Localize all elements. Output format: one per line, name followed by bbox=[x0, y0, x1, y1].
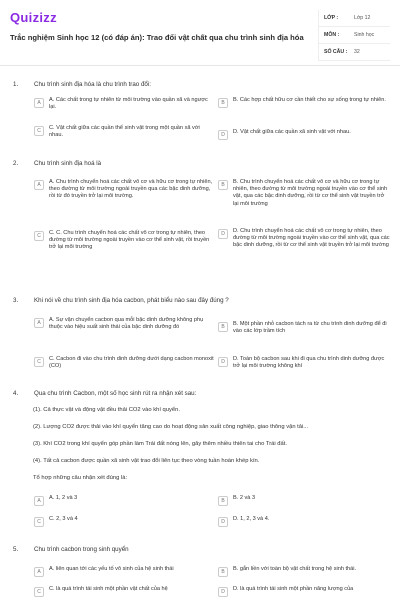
statement: (3). Khí CO2 trong khí quyển góp phần làm Trái đất nóng lên, gây thêm nhiều thiên tai cho Trái đất. bbox=[33, 441, 287, 447]
question-number: 5. bbox=[13, 546, 19, 553]
question-number: 4. bbox=[13, 390, 19, 397]
meta-value: Lớp 12 bbox=[354, 15, 371, 21]
option-text: A. Sự vận chuyển cacbon qua mỗi bậc dinh dưỡng không phụ thuộc vào hiệu suất sinh thái của bậc dinh dưỡng đó bbox=[49, 317, 204, 331]
option-letter: A bbox=[34, 180, 44, 190]
option-letter: B bbox=[218, 98, 228, 108]
option-letter: D bbox=[218, 517, 228, 527]
statement: (4). Tất cả cacbon được quần xã sinh vật trao đổi liên tục theo vòng tuần hoàn khép kín. bbox=[33, 458, 260, 464]
option-text: B. 2 và 3 bbox=[233, 495, 256, 501]
option-text: D. 1, 2, 3 và 4. bbox=[233, 516, 270, 522]
option-b[interactable] bbox=[218, 321, 390, 335]
option-text: B. gắn liền với toàn bộ vật chất trong hệ sinh thái. bbox=[233, 566, 357, 572]
option-letter: B bbox=[218, 567, 228, 577]
option-b[interactable] bbox=[218, 97, 390, 108]
option-text: C. 2, 3 và 4 bbox=[49, 516, 78, 522]
option-b[interactable] bbox=[218, 566, 390, 577]
option-letter: B bbox=[218, 180, 228, 190]
option-text: C. Cacbon đi vào chu trình dinh dưỡng dưới dạng cacbon monoxit (CO) bbox=[49, 356, 214, 370]
document-title: Trắc nghiệm Sinh học 12 (có đáp án): Trao đổi vật chất qua chu trình sinh địa hóa bbox=[10, 33, 304, 42]
option-b[interactable] bbox=[218, 495, 390, 506]
option-letter: D bbox=[218, 130, 228, 140]
option-text: D. là quá trình tái sinh một phần năng lượng của bbox=[233, 586, 354, 592]
option-d[interactable] bbox=[218, 356, 390, 370]
question-text: Qua chu trình Cacbon, một số học sinh rút ra nhận xét sau: bbox=[34, 390, 197, 397]
quizizz-logo: Quizizz bbox=[10, 10, 57, 25]
option-text: D. Vật chất giữa các quần xã sinh vật với nhau. bbox=[233, 129, 351, 135]
option-text: A. Các chất trong tự nhiên từ môi trường vào quần xã và ngược lại. bbox=[49, 97, 208, 111]
option-a[interactable] bbox=[34, 179, 214, 201]
option-letter: D bbox=[218, 587, 228, 597]
meta-key: LỚP : bbox=[324, 15, 339, 21]
meta-row-count bbox=[319, 44, 390, 61]
meta-row-class bbox=[319, 10, 390, 27]
option-letter: A bbox=[34, 98, 44, 108]
option-text: B. Các hợp chất hữu cơ cần thiết cho sự sống trong tự nhiên. bbox=[233, 97, 386, 103]
option-a[interactable] bbox=[34, 566, 214, 577]
option-letter: C bbox=[34, 231, 44, 241]
option-letter: A bbox=[34, 318, 44, 328]
meta-value: 32 bbox=[354, 49, 360, 55]
option-letter: C bbox=[34, 357, 44, 367]
option-c[interactable] bbox=[34, 516, 214, 527]
option-a[interactable] bbox=[34, 97, 214, 111]
question-text: Chu trình sinh địa hóa là chu trình trao đổi: bbox=[34, 81, 151, 88]
option-text: B. Chu trình chuyển hoá các chất vô cơ và hữu cơ trong tự nhiên, theo đường từ môi trường ngoài truyền vào cơ thể sinh vật, qua các bậc dinh dưỡng, rồi từ cơ thể sinh vật truyền trở lại môi trường bbox=[233, 179, 388, 207]
meta-key: MÔN : bbox=[324, 32, 340, 38]
question-number: 2. bbox=[13, 160, 19, 167]
option-text: A. Chu trình chuyển hoá các chất vô cơ và hữu cơ trong tự nhiên, theo đường từ môi trường ngoài truyền qua các bậc dinh dưỡng, rồi từ đó truyền trở lại môi trường. bbox=[49, 179, 213, 200]
option-c[interactable] bbox=[34, 356, 214, 370]
option-d[interactable] bbox=[218, 228, 390, 250]
option-letter: A bbox=[34, 567, 44, 577]
option-a[interactable] bbox=[34, 495, 214, 506]
option-letter: D bbox=[218, 229, 228, 239]
meta-table bbox=[318, 10, 390, 61]
meta-value: Sinh học bbox=[354, 32, 375, 38]
option-text: B. Một phần nhỏ cacbon tách ra từ chu trình dinh dưỡng để đi vào các lớp trầm tích bbox=[233, 321, 387, 335]
option-letter: D bbox=[218, 357, 228, 367]
option-text: D. Chu trình chuyển hoá các chất vô cơ trong tự nhiên, theo đường từ môi trường ngoài truyền vào cơ thể sinh vật, qua các bậc dinh dưỡng, rồi từ cơ thể sinh vật truyền trở lại môi trường bbox=[233, 228, 390, 249]
option-c[interactable] bbox=[34, 125, 214, 139]
option-text: A. 1, 2 và 3 bbox=[49, 495, 78, 501]
option-letter: B bbox=[218, 322, 228, 332]
option-letter: A bbox=[34, 496, 44, 506]
option-letter: C bbox=[34, 126, 44, 136]
question-number: 1. bbox=[13, 81, 19, 88]
option-d[interactable] bbox=[218, 586, 390, 597]
option-letter: C bbox=[34, 587, 44, 597]
option-text: C. Vật chất giữa các quần thể sinh vật trong một quần xã với nhau. bbox=[49, 125, 200, 139]
option-text: D. Toàn bộ cacbon sau khi đi qua chu trình dinh dưỡng được trở lại môi trường không khí bbox=[233, 356, 385, 370]
option-text: C. là quá trình tái sinh một phần vật chất của hệ bbox=[49, 586, 168, 592]
header bbox=[0, 0, 400, 66]
question-number: 3. bbox=[13, 297, 19, 304]
option-d[interactable] bbox=[218, 129, 390, 140]
option-b[interactable] bbox=[218, 179, 390, 208]
meta-key: SỐ CÂU : bbox=[324, 49, 348, 55]
question-text: Chu trình cacbon trong sinh quyển bbox=[34, 546, 129, 553]
meta-row-subject bbox=[319, 27, 390, 44]
option-text: C. C. Chu trình chuyển hoá các chất vô cơ trong tự nhiên, theo đường từ môi trường ngoài truyền vào cơ thể sinh vật, rồi truyền trở lại môi trường bbox=[49, 230, 210, 251]
question-text: Khi nói về chu trình sinh địa hóa cacbon, phát biểu nào sau đây đúng ? bbox=[34, 297, 229, 304]
option-letter: B bbox=[218, 496, 228, 506]
option-c[interactable] bbox=[34, 230, 214, 252]
option-a[interactable] bbox=[34, 317, 214, 331]
statement: (2). Lượng CO2 được thải vào khí quyển tăng cao do hoạt động sản xuất công nghiệp, giao thông vận tải... bbox=[33, 424, 309, 430]
statement-prompt: Tổ hợp những câu nhận xét đúng là: bbox=[33, 475, 128, 481]
option-d[interactable] bbox=[218, 516, 390, 527]
statement: (1). Cả thực vật và động vật đều thải CO2 vào khí quyển. bbox=[33, 407, 180, 413]
option-c[interactable] bbox=[34, 586, 214, 597]
question-text: Chu trình sinh địa hoá là bbox=[34, 160, 102, 167]
option-letter: C bbox=[34, 517, 44, 527]
option-text: A. liên quan tới các yếu tố vô sinh của hệ sinh thái bbox=[49, 566, 174, 572]
